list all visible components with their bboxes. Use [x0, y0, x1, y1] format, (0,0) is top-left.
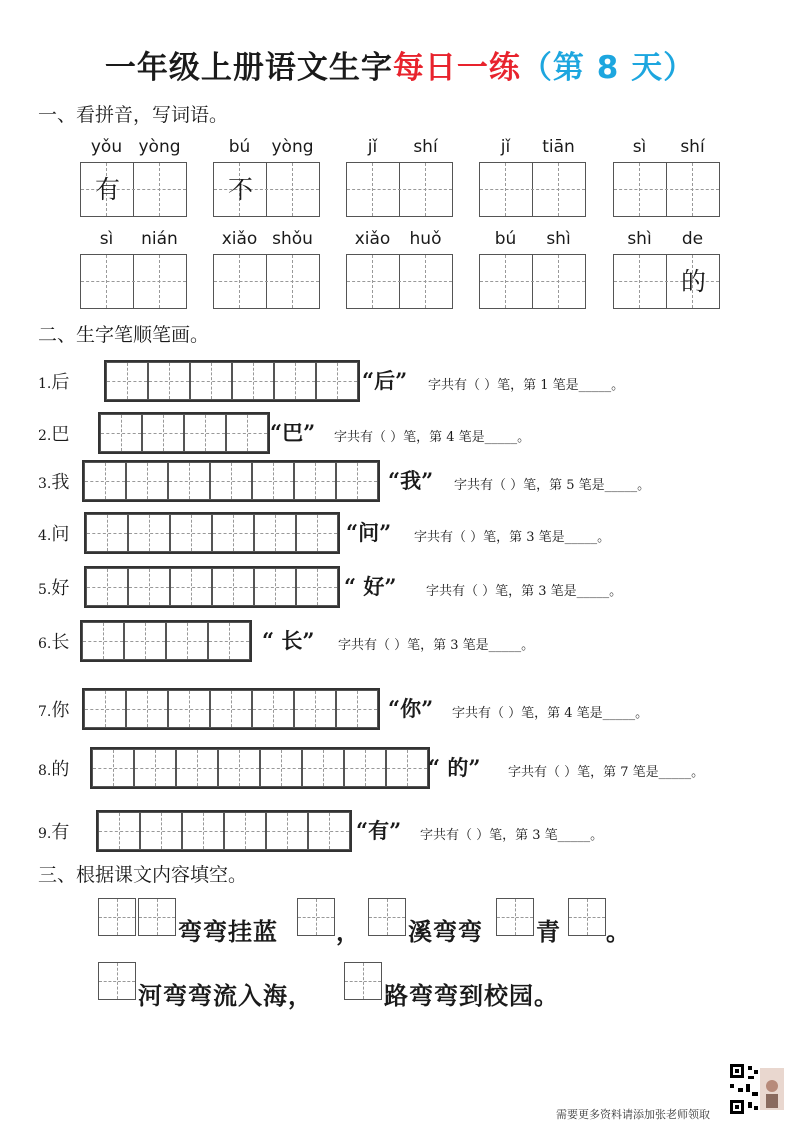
stroke-question: 字共有（ ）笔，第 3 笔_____。	[420, 828, 604, 843]
stroke-order-strip[interactable]	[90, 747, 430, 789]
stroke-cell[interactable]	[82, 622, 124, 660]
qr-code-icon	[728, 1062, 788, 1116]
quoted-character: “ 好”	[344, 574, 397, 599]
fill-blank-box[interactable]	[568, 898, 606, 936]
stroke-cell[interactable]	[212, 514, 254, 552]
stroke-cell[interactable]	[126, 462, 168, 500]
pinyin-syllable: shì	[627, 229, 652, 249]
writing-box[interactable]	[346, 162, 453, 217]
stroke-cell[interactable]	[166, 622, 208, 660]
stroke-question: 字共有（ ）笔，第 4 笔是_____。	[452, 706, 649, 721]
stroke-cell[interactable]	[168, 462, 210, 500]
stroke-row-label	[38, 520, 69, 546]
quoted-character: “问”	[346, 520, 392, 545]
fill-blank-box[interactable]	[496, 898, 534, 936]
stroke-row-label	[38, 755, 69, 781]
stroke-row-label	[38, 420, 69, 446]
stroke-cell[interactable]	[84, 690, 126, 728]
stroke-cell[interactable]	[266, 812, 308, 850]
page-title	[0, 42, 800, 87]
fill-blank-box[interactable]	[98, 898, 136, 936]
stroke-cell[interactable]	[128, 568, 170, 606]
row-number: 8.	[38, 763, 52, 779]
stroke-cell[interactable]	[86, 514, 128, 552]
stroke-cell[interactable]	[124, 622, 166, 660]
row-character: 巴	[51, 424, 70, 445]
stroke-order-strip[interactable]	[80, 620, 252, 662]
row-character: 后	[51, 372, 70, 393]
stroke-cell[interactable]	[296, 514, 338, 552]
stroke-cell[interactable]	[294, 690, 336, 728]
row-number: 9.	[38, 826, 52, 842]
fill-text: 青	[536, 917, 561, 946]
stroke-cell[interactable]	[254, 514, 296, 552]
title-day: （第 8 天）	[520, 50, 696, 86]
stroke-cell[interactable]	[308, 812, 350, 850]
pinyin-syllable: xiǎo	[221, 229, 258, 249]
pinyin-syllable: nián	[141, 229, 178, 249]
stroke-cell[interactable]	[190, 362, 232, 400]
writing-box[interactable]	[213, 254, 320, 309]
fill-blank-box[interactable]	[98, 962, 136, 1000]
row-number: 4.	[38, 528, 52, 544]
fill-text: 路弯弯到校园。	[384, 981, 559, 1010]
stroke-order-strip[interactable]	[104, 360, 360, 402]
writing-box[interactable]	[613, 162, 720, 217]
stroke-cell[interactable]	[128, 514, 170, 552]
stroke-cell[interactable]	[336, 690, 378, 728]
fill-blank-box[interactable]	[138, 898, 176, 936]
stroke-cell[interactable]	[208, 622, 250, 660]
stroke-cell[interactable]	[140, 812, 182, 850]
stroke-cell[interactable]	[254, 568, 296, 606]
quoted-character: “巴”	[270, 420, 316, 445]
pinyin-syllable: de	[681, 229, 704, 249]
stroke-cell[interactable]	[176, 749, 218, 787]
pinyin-syllable: sì	[99, 229, 114, 249]
stroke-cell[interactable]	[170, 514, 212, 552]
writing-box[interactable]	[80, 254, 187, 309]
stroke-cell[interactable]	[218, 749, 260, 787]
fill-text: 溪弯弯	[408, 917, 483, 946]
stroke-row-label	[38, 468, 69, 494]
quoted-character: “有”	[356, 818, 402, 843]
stroke-cell[interactable]	[260, 749, 302, 787]
pinyin-syllable: shì	[546, 229, 571, 249]
stroke-question: 字共有（ ）笔，第 1 笔是_____。	[428, 378, 625, 393]
stroke-cell[interactable]	[302, 749, 344, 787]
pinyin-syllable: shí	[413, 137, 438, 157]
stroke-cell[interactable]	[92, 749, 134, 787]
stroke-cell[interactable]	[386, 749, 428, 787]
stroke-cell[interactable]	[296, 568, 338, 606]
stroke-cell[interactable]	[252, 462, 294, 500]
title-main: 一年级上册语文生字	[104, 50, 393, 86]
fill-blank-box[interactable]	[344, 962, 382, 1000]
fill-text: ，	[336, 917, 361, 946]
stroke-order-strip[interactable]	[96, 810, 352, 852]
answer-char: 不	[227, 175, 253, 204]
pinyin-syllable: yòng	[271, 137, 314, 157]
stroke-cell[interactable]	[168, 690, 210, 728]
stroke-cell[interactable]	[84, 462, 126, 500]
title-daily: 每日一练	[392, 50, 521, 86]
pinyin-syllable: huǒ	[409, 229, 442, 249]
stroke-cell[interactable]	[184, 414, 226, 452]
writing-box[interactable]	[80, 162, 187, 217]
stroke-order-strip[interactable]	[82, 688, 380, 730]
pinyin-syllable: xiǎo	[354, 229, 391, 249]
writing-box[interactable]	[346, 254, 453, 309]
quoted-character: “我”	[388, 468, 434, 493]
quoted-character: “ 的”	[428, 755, 481, 780]
stroke-question: 字共有（ ）笔，第 3 笔是_____。	[414, 530, 611, 545]
writing-box[interactable]	[479, 162, 586, 217]
section2-heading: 二、生字笔顺笔画。	[38, 324, 210, 346]
quoted-character: “你”	[388, 696, 434, 721]
stroke-cell[interactable]	[86, 568, 128, 606]
pinyin-syllable: bú	[494, 229, 517, 249]
stroke-cell[interactable]	[316, 362, 358, 400]
stroke-cell[interactable]	[232, 362, 274, 400]
stroke-cell[interactable]	[100, 414, 142, 452]
row-character: 我	[51, 472, 70, 493]
writing-box[interactable]	[213, 162, 320, 217]
row-number: 2.	[38, 428, 52, 444]
pinyin-syllable: yòng	[138, 137, 181, 157]
writing-box[interactable]	[613, 254, 720, 309]
pinyin-syllable: yǒu	[90, 137, 123, 157]
row-character: 有	[51, 822, 70, 843]
stroke-row-label	[38, 696, 69, 722]
answer-char: 的	[680, 267, 706, 296]
stroke-cell[interactable]	[134, 749, 176, 787]
stroke-order-strip[interactable]	[82, 460, 380, 502]
stroke-cell[interactable]	[98, 812, 140, 850]
section1-heading: 一、看拼音，写词语。	[38, 104, 229, 126]
stroke-row-label	[38, 574, 69, 600]
fill-text: 弯弯挂蓝	[178, 917, 278, 946]
pinyin-syllable: jǐ	[367, 137, 378, 157]
row-character: 长	[51, 632, 70, 653]
stroke-row-label	[38, 628, 69, 654]
pinyin-syllable: bú	[228, 137, 251, 157]
pinyin-syllable: tiān	[542, 137, 575, 157]
fill-text: 河弯弯流入海，	[138, 981, 313, 1010]
row-character: 你	[51, 700, 70, 721]
stroke-question: 字共有（ ）笔，第 3 笔是_____。	[426, 584, 623, 599]
row-number: 7.	[38, 704, 52, 720]
stroke-question: 字共有（ ）笔，第 4 笔是_____。	[334, 430, 531, 445]
fill-blank-box[interactable]	[368, 898, 406, 936]
stroke-cell[interactable]	[170, 568, 212, 606]
row-character: 的	[51, 759, 70, 780]
row-character: 问	[51, 524, 70, 545]
quoted-character: “ 长”	[262, 628, 315, 653]
stroke-question: 字共有（ ）笔，第 5 笔是_____。	[454, 478, 651, 493]
stroke-cell[interactable]	[142, 414, 184, 452]
stroke-cell[interactable]	[294, 462, 336, 500]
pinyin-syllable: jǐ	[500, 137, 511, 157]
stroke-cell[interactable]	[126, 690, 168, 728]
row-character: 好	[51, 578, 70, 599]
row-number: 5.	[38, 582, 52, 598]
pinyin-syllable: shí	[680, 137, 705, 157]
stroke-order-strip[interactable]	[98, 412, 270, 454]
answer-char: 有	[94, 175, 120, 204]
section3-heading: 三、根据课文内容填空。	[38, 864, 248, 886]
stroke-cell[interactable]	[182, 812, 224, 850]
quoted-character: “后”	[362, 368, 408, 393]
stroke-cell[interactable]	[106, 362, 148, 400]
stroke-cell[interactable]	[274, 362, 316, 400]
stroke-cell[interactable]	[224, 812, 266, 850]
stroke-order-strip[interactable]	[84, 566, 340, 608]
pinyin-syllable: sì	[632, 137, 647, 157]
stroke-cell[interactable]	[210, 690, 252, 728]
stroke-question: 字共有（ ）笔，第 3 笔是_____。	[338, 638, 535, 653]
row-number: 6.	[38, 636, 52, 652]
stroke-row-label	[38, 368, 69, 394]
stroke-cell[interactable]	[336, 462, 378, 500]
writing-box[interactable]	[479, 254, 586, 309]
stroke-cell[interactable]	[252, 690, 294, 728]
stroke-cell[interactable]	[344, 749, 386, 787]
footer-note: 需要更多资料请添加张老师领取	[556, 1108, 710, 1121]
stroke-order-strip[interactable]	[84, 512, 340, 554]
stroke-question: 字共有（ ）笔，第 7 笔是_____。	[508, 765, 705, 780]
stroke-cell[interactable]	[226, 414, 268, 452]
stroke-row-label	[38, 818, 69, 844]
row-number: 3.	[38, 476, 52, 492]
row-number: 1.	[38, 376, 52, 392]
stroke-cell[interactable]	[210, 462, 252, 500]
stroke-cell[interactable]	[148, 362, 190, 400]
pinyin-syllable: shǒu	[272, 229, 313, 249]
stroke-cell[interactable]	[212, 568, 254, 606]
fill-text: 。	[606, 917, 631, 946]
fill-blank-box[interactable]	[297, 898, 335, 936]
